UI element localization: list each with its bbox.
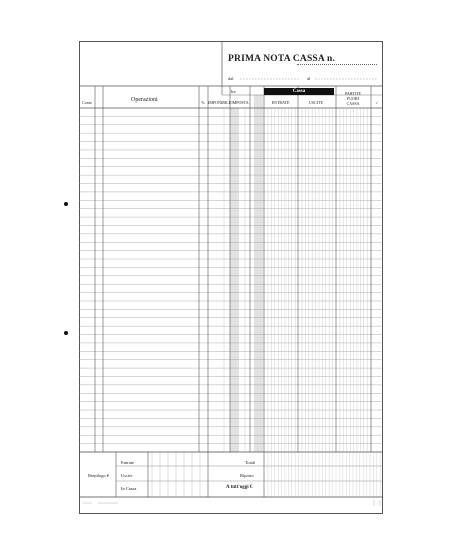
partite-header-2: FUORI xyxy=(346,96,359,101)
entrate-header: ENTRATE xyxy=(271,100,290,105)
form-title: PRIMA NOTA CASSA n. xyxy=(228,54,336,64)
operazioni-header: Operazioni xyxy=(131,97,158,103)
a-tutt-oggi-label: A tutt'oggi € xyxy=(226,485,253,490)
partite-header-1: PARTITE xyxy=(345,91,361,96)
form-number-field[interactable] xyxy=(297,64,377,65)
partite-header-3: CASSA xyxy=(346,101,360,106)
cassa-shade xyxy=(254,95,263,452)
imponibile-header: IMPONIBILE xyxy=(208,100,232,105)
footer-uscite-label: Uscite xyxy=(121,473,133,478)
check-header: √ xyxy=(375,100,378,105)
totali-label: Totali xyxy=(245,460,256,465)
conto-header: Conto xyxy=(82,100,92,105)
riporto-label: Riporto xyxy=(240,473,254,478)
footer-entrate-label: Entrate xyxy=(121,460,134,465)
date-to-label: al xyxy=(307,76,311,81)
imposta-header: IMPOSTA xyxy=(231,100,249,105)
footer-incassa-label: In Cassa xyxy=(121,486,137,491)
uscite-header: USCITE xyxy=(309,100,323,105)
iva-group-label: Iva xyxy=(230,89,236,94)
riepilogo-label: Riepilogo € xyxy=(88,473,110,478)
percent-header: % xyxy=(201,100,205,105)
cassa-group-label: Cassa xyxy=(264,88,334,95)
imposta-shade xyxy=(230,108,239,452)
date-from-label: dal xyxy=(228,76,234,81)
